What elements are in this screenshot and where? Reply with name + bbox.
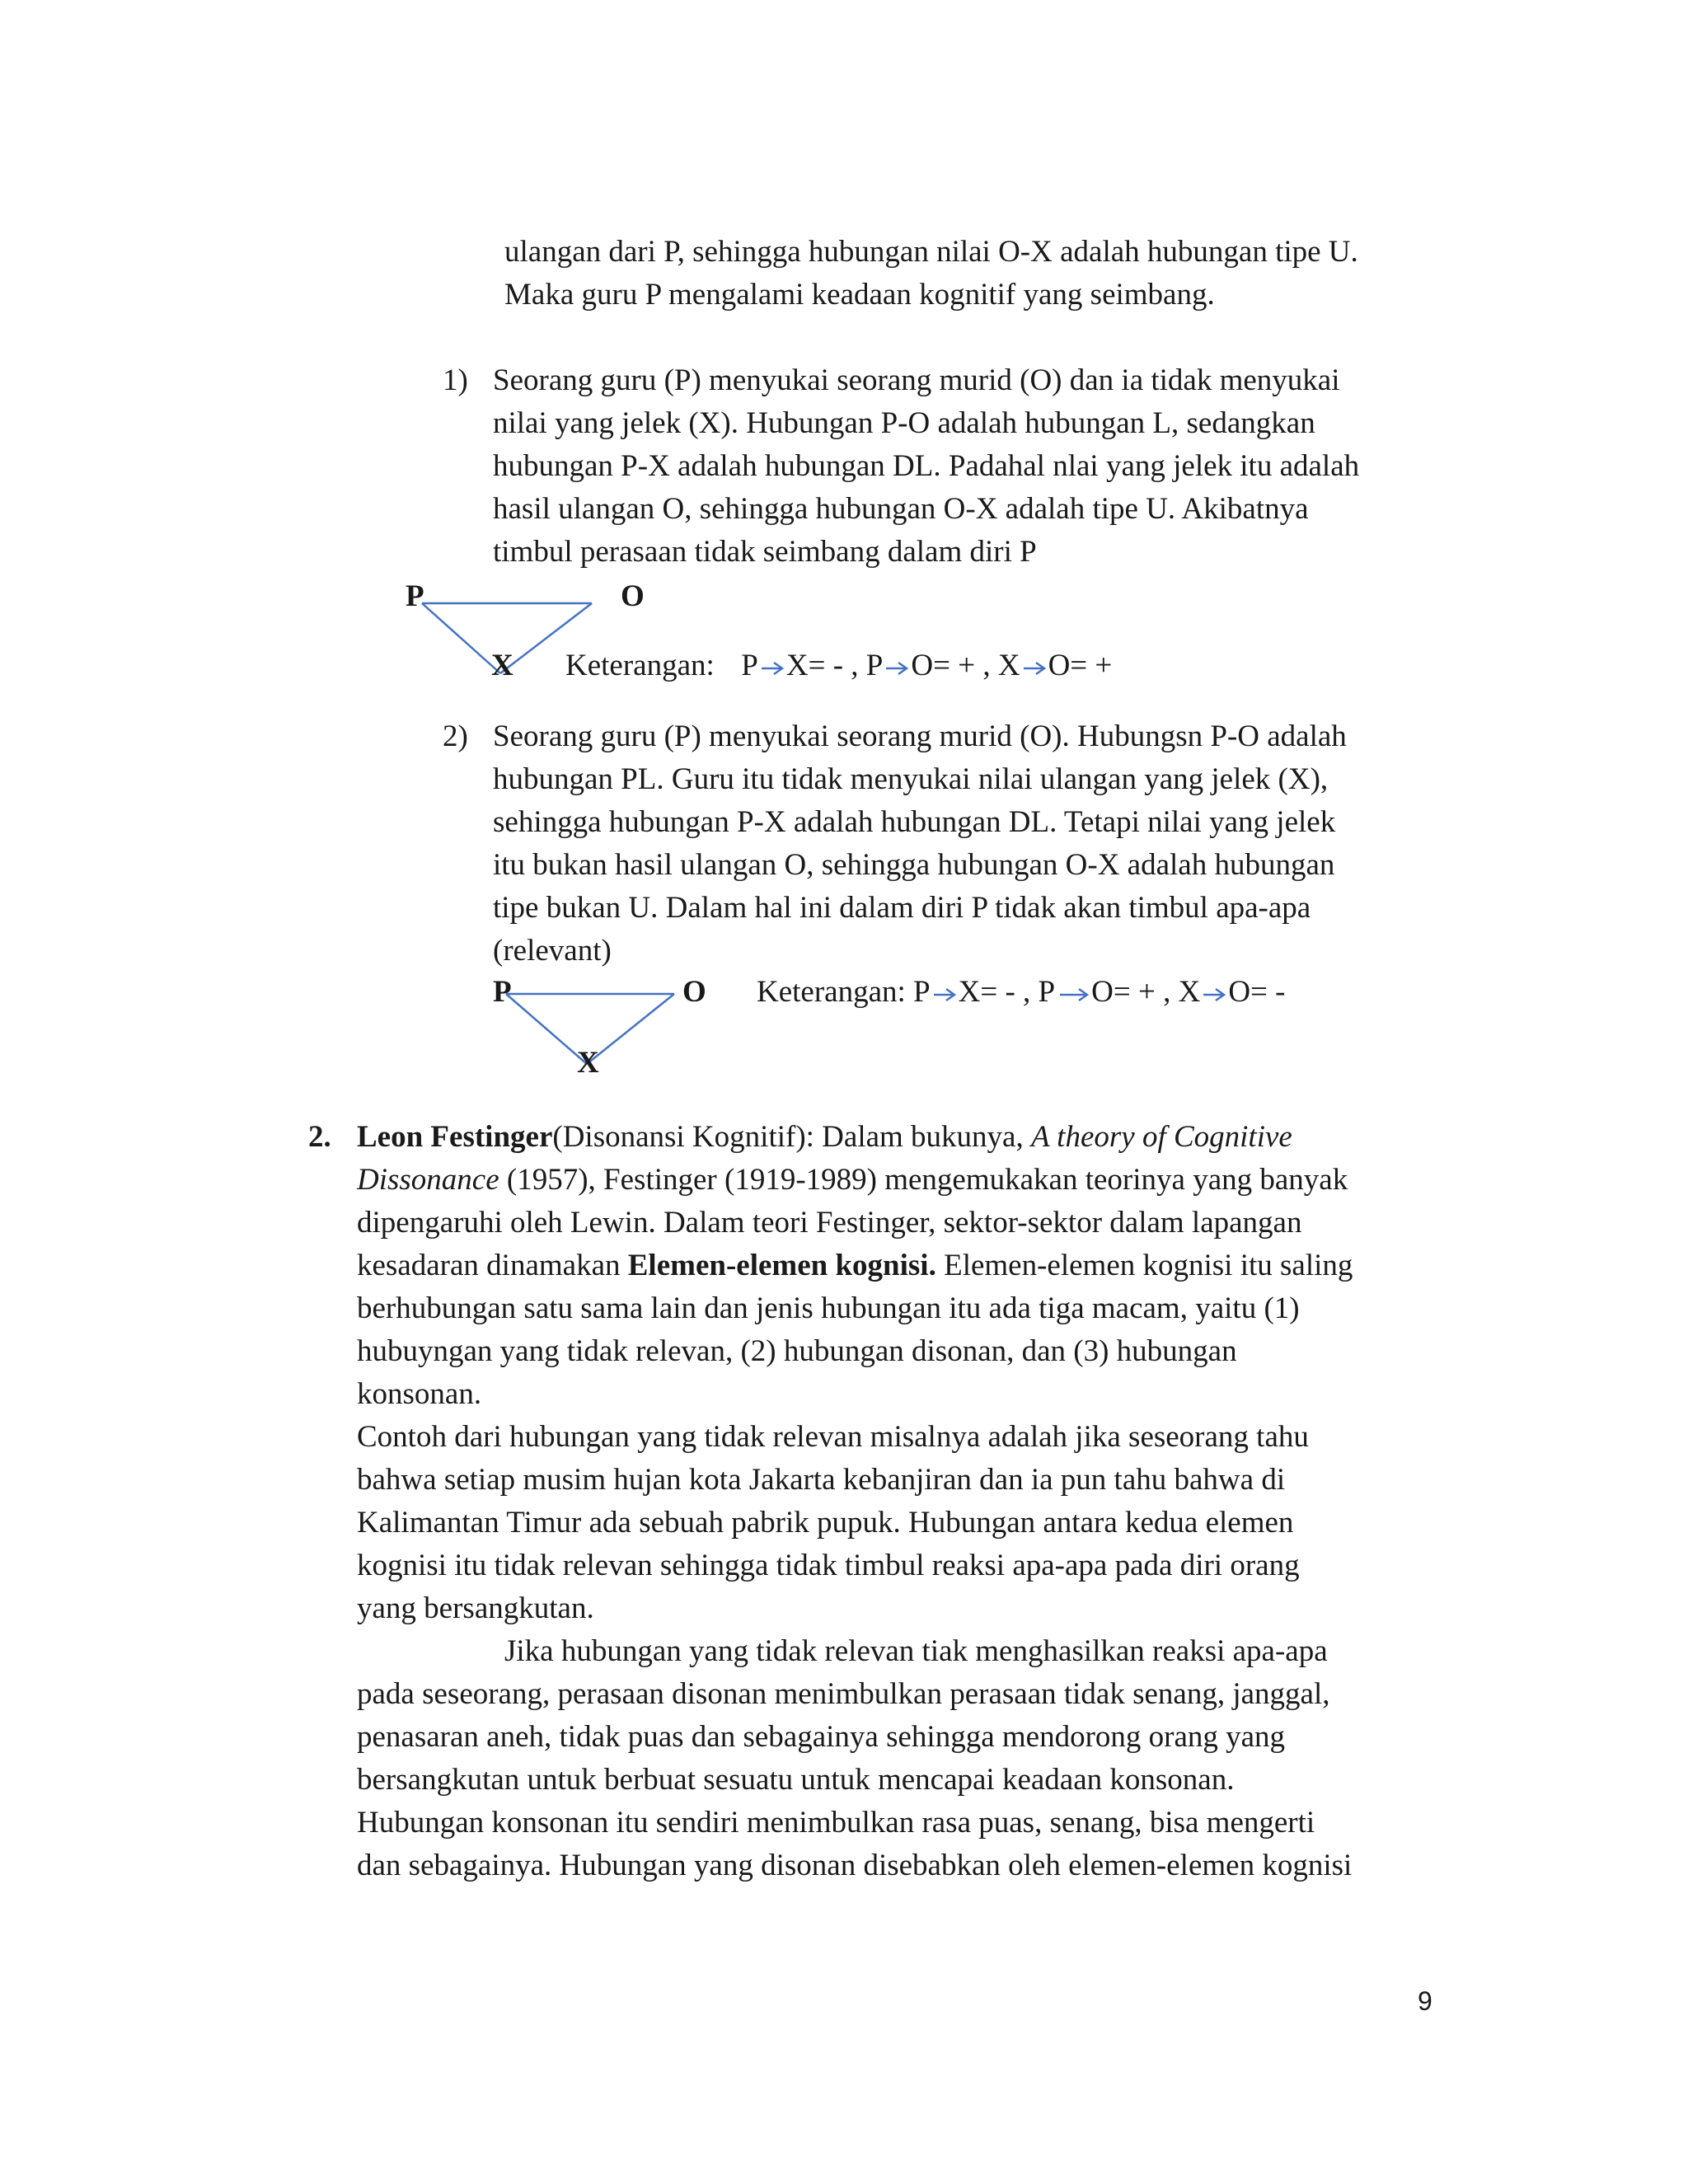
book-title-part-2: Dissonance [357,1163,499,1197]
keterangan-1-label: Keterangan: [565,649,715,682]
keterangan-2-r3-rest: O= - [1228,975,1286,1009]
item-2-line-4: itu bukan hasil ulangan O, sehingga hubungan O-X adalah hubungan [493,848,1335,882]
section-2-line-1-text: (Disonansi Kognitif): Dalam bukunya, [552,1120,1031,1154]
keterangan-1-r1-from: P [741,649,758,682]
intro-line-2: Maka guru P mengalami keadaan kognitif yang seimbang. [504,278,1215,312]
keterangan-1-r2-rest: O= + , [911,649,991,682]
keterangan-2-label: Keterangan: [757,975,906,1009]
item-1-line-3: hubungan P-X adalah hubungan DL. Padahal nlai yang jelek itu adalah [493,449,1360,483]
keterangan-1-r3-from: X [997,649,1020,682]
intro-line-1: ulangan dari P, sehingga hubungan nilai O-X adalah hubungan tipe U. [504,235,1358,269]
para-2-line-4: kognisi itu tidak relevan sehingga tidak timbul reaksi apa-apa pada diri orang [357,1549,1300,1582]
keterangan-1-r2-from: P [865,649,884,682]
keterangan-1-r3-rest: O= + [1048,649,1113,682]
diagram-2-node-o: O [682,975,706,1009]
arrow-right-icon [1202,987,1226,1003]
item-2-line-6: (relevant) [493,934,612,968]
para-3-line-3: penasaran aneh, tidak puas dan sebagainya sehingga mendorong orang yang [357,1720,1286,1754]
para-3-line-4: bersangkutan untuk berbuat sesuatu untuk mencapai keadaan konsonan. [357,1763,1235,1797]
para-3-line-5: Hubungan konsonan itu sendiri menimbulkan rasa puas, senang, bisa mengerti [357,1806,1315,1840]
section-2-line-6: hubuyngan yang tidak relevan, (2) hubungan disonan, dan (3) hubungan [357,1334,1237,1368]
para-3-line-1: Jika hubungan yang tidak relevan tiak menghasilkan reaksi apa-apa [504,1634,1328,1668]
term-elemen-kognisi: Elemen-elemen kognisi. [627,1249,936,1282]
section-2-heading: Leon Festinger [357,1120,553,1154]
section-2-line-4-post: Elemen-elemen kognisi itu saling [935,1249,1353,1282]
section-2-line-2 [357,1159,1348,1202]
para-3-line-2: pada seseorang, perasaan disonan menimbulkan perasaan tidak senang, janggal, [357,1677,1330,1711]
diagram-1-node-o: O [621,579,645,613]
para-2-line-3: Kalimantan Timur ada sebuah pabrik pupuk. Hubungan antara kedua elemen [357,1506,1294,1540]
diagram-2-node-x: X [577,1046,599,1080]
keterangan-2-r3-from: X [1178,975,1201,1009]
item-2-line-5: tipe bukan U. Dalam hal ini dalam diri P tidak akan timbul apa-apa [493,891,1311,925]
arrow-right-icon [1057,987,1090,1003]
diagram-1-node-x: X [491,649,513,682]
para-2-line-2: bahwa setiap musim hujan kota Jakarta kebanjiran dan ia pun tahu bahwa di [357,1463,1286,1497]
item-1-line-1: Seorang guru (P) menyukai seorang murid (O) dan ia tidak menyukai [493,363,1340,397]
section-2-line-5: berhubungan satu sama lain dan jenis hubungan itu ada tiga macam, yaitu (1) [357,1291,1300,1325]
arrow-right-icon [932,987,957,1003]
keterangan-2-r1-from: P [913,975,931,1009]
page-number: 9 [1418,1986,1432,2016]
item-1-number: 1) [443,363,468,397]
item-1-line-4: hasil ulangan O, sehingga hubungan O-X adalah tipe U. Akibatnya [493,492,1309,526]
section-2-line-2-text: (1957), Festinger (1919-1989) mengemukakan teorinya yang banyak [499,1163,1348,1197]
item-2-number: 2) [443,719,468,753]
item-2-line-3: sehingga hubungan P-X adalah hubungan DL. Tetapi nilai yang jelek [493,805,1336,839]
edge-p-x [506,994,587,1064]
section-2-line-7: konsonan. [357,1377,482,1411]
keterangan-1-r1-rest: X= - , [785,649,859,682]
para-2-line-5: yang bersangkutan. [357,1591,594,1625]
section-2-number: 2. [308,1120,331,1154]
item-2-line-1: Seorang guru (P) menyukai seorang murid (O). Hubungsn P-O adalah [493,719,1347,753]
para-3-line-6: dan sebagainya. Hubungan yang disonan disebabkan oleh elemen-elemen kognisi [357,1849,1353,1882]
diagram-2-node-p: P [493,975,512,1009]
para-2-line-1: Contoh dari hubungan yang tidak relevan misalnya adalah jika seseorang tahu [357,1420,1309,1454]
keterangan-2 [757,974,1286,1010]
item-1-line-2: nilai yang jelek (X). Hubungan P-O adalah hubungan L, sedangkan [493,406,1315,440]
section-2-line-3: dipengaruhi oleh Lewin. Dalam teori Festinger, sektor-sektor dalam lapangan [357,1206,1302,1240]
keterangan-2-r2-rest: O= + , [1091,975,1171,1009]
item-1-line-5: timbul perasaan tidak seimbang dalam diri P [493,535,1037,569]
book-title-part-1: A theory of Cognitive [1030,1120,1292,1154]
item-2-line-2: hubungan PL. Guru itu tidak menyukai nilai ulangan yang jelek (X), [493,762,1329,796]
section-2-line-4-pre: kesadaran dinamakan [357,1249,628,1282]
keterangan-2-r2-from: P [1038,975,1056,1009]
keterangan-2-r1-rest: X= - , [958,975,1031,1009]
diagram-1-node-p: P [406,579,424,613]
section-2-line-4 [357,1244,1353,1287]
edge-o-x [587,994,674,1064]
section-2-line-1 [357,1116,1292,1159]
